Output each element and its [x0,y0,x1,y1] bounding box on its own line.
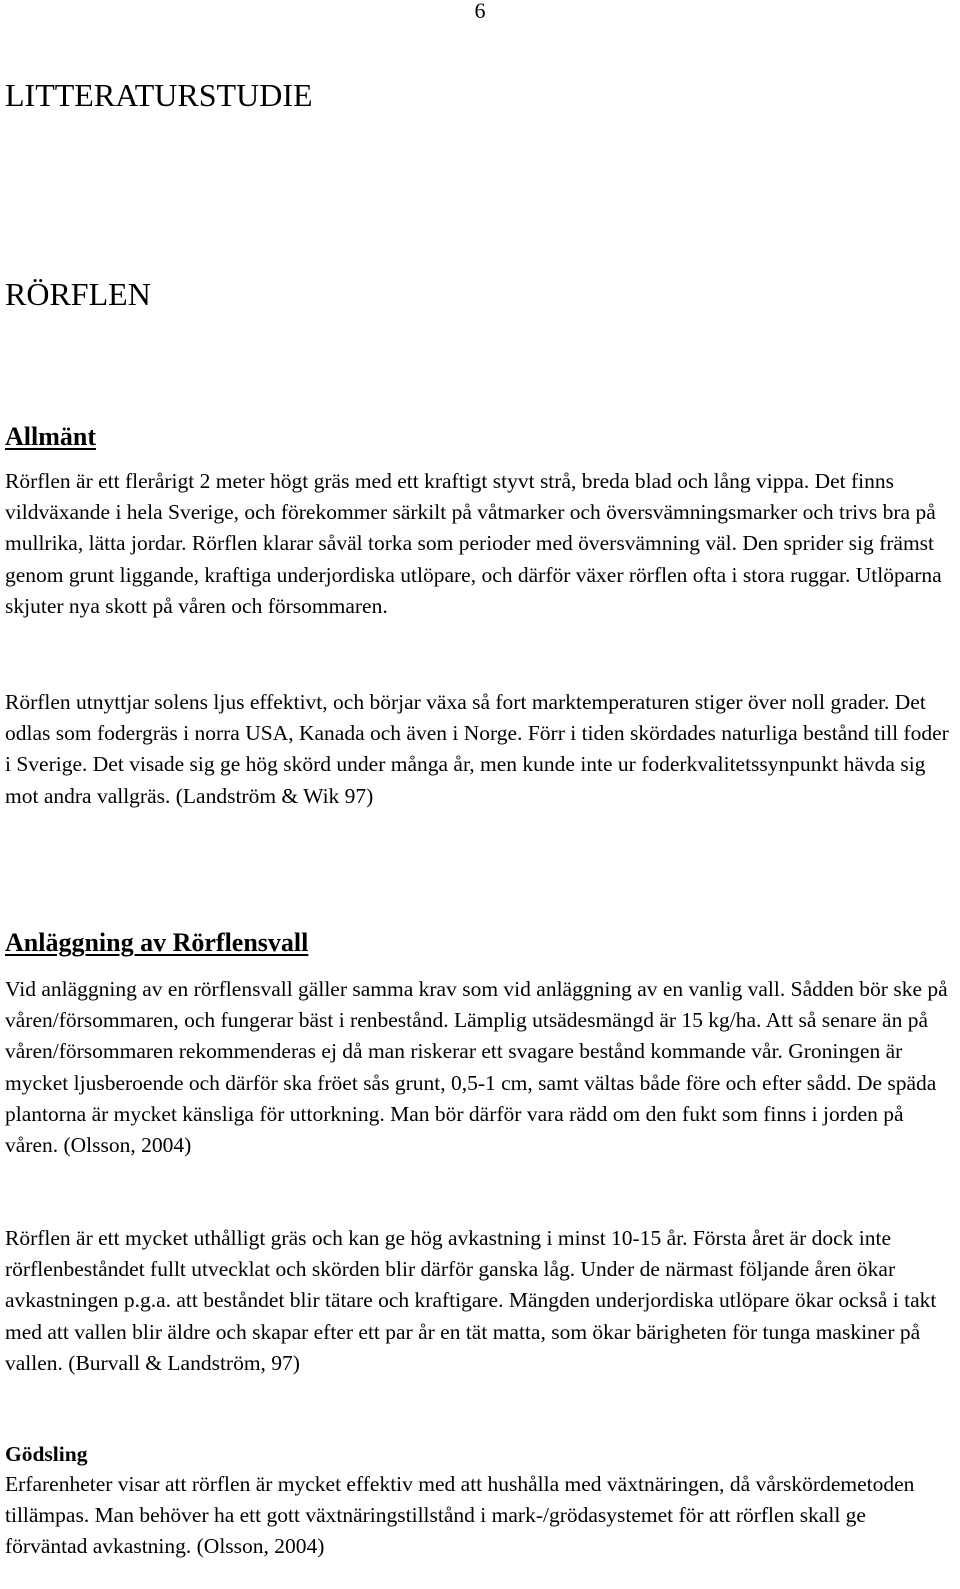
paragraph-anlaggning-2: Rörflen är ett mycket uthålligt gräs och kan ge hög avkastning i minst 10-15 år. Första året är dock inte rörflenbeståndet fullt utvecklat och skörden blir därför ganska låg. Under de närmast följande åren ökar avkastningen p.g.a. att beståndet blir tätare och kraftigare. Mängden underjordiska utlöpare ökar också i takt med att vallen blir äldre och skapar efter ett par år en tät matta, som ökar bärigheten för tunga maskiner på vallen. (Burvall & Landström, 97) [5,1226,937,1375]
chapter-title: RÖRFLEN [5,276,151,312]
paragraph-godsling-1: Erfarenheter visar att rörflen är mycket effektiv med att hushålla med växtnäringen, då vårskördemetoden tillämpas. Man behöver ha ett gott växtnäringstillstånd i mark-/grödasystemet för att rörflen skall ge förväntad avkastning. (Olsson, 2004) [5,1472,915,1559]
paragraph-anlaggning-1: Vid anläggning av en rörflensvall gäller samma krav som vid anläggning av en vanlig vall. Sådden bör ske på våren/försommaren, och fungerar bäst i renbestånd. Lämplig utsädesmängd är 15 kg/ha. Att så senare än på våren/försommaren rekommenderas ej då man riskerar ett svagare bestånd kommande vår. Groningen är mycket ljusberoende och därför ska fröet sås grunt, 0,5-1 cm, samt vältas både före och efter sådd. De späda plantorna är mycket känsliga för uttorkning. Man bör därför vara rädd om den fukt som finns i jorden på våren. (Olsson, 2004) [5,977,948,1158]
paragraph-allmant-1: Rörflen är ett flerårigt 2 meter högt gräs med ett kraftigt styvt strå, breda blad och lång vippa. Det finns vildväxande i hela Sverige, och förekommer särkilt på våtmarker och översvämningsmarker och trivs bra på mullrika, lätta jordar. Rörflen klarar såväl torka som perioder med översvämning väl. Den sprider sig främst genom grunt liggande, kraftiga underjordiska utlöpare, och därför växer rörflen ofta i stora ruggar. Utlöparna skjuter nya skott på våren och försommaren. [5,469,942,618]
heading-allmant: Allmänt [5,422,96,451]
section-title: LITTERATURSTUDIE [5,77,313,113]
page-number: 6 [474,0,486,23]
heading-anlaggning: Anläggning av Rörflensvall [5,928,309,957]
heading-godsling: Gödsling [5,1442,88,1466]
paragraph-allmant-2: Rörflen utnyttjar solens ljus effektivt, och börjar växa så fort marktemperaturen stiger över noll grader. Det odlas som fodergräs i norra USA, Kanada och även i Norge. Förr i tiden skördades naturliga bestånd till foder i Sverige. Det visade sig ge hög skörd under många år, men kunde inte ur foderkvalitetssynpunkt hävda sig mot andra vallgräs. (Landström & Wik 97) [5,690,949,808]
